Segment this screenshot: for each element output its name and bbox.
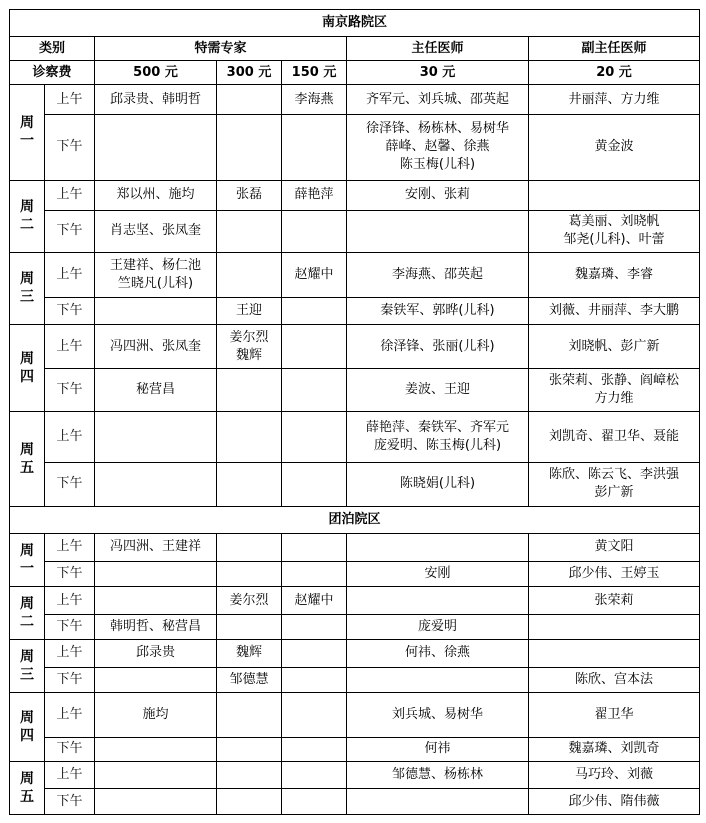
deputy-chief-cell [529,561,700,587]
deputy-chief-physician-header: 副主任医师 [529,36,700,61]
weekday-char: 周 [20,199,34,216]
special-150-cell [282,667,347,693]
doctor-names: 秘营昌 [135,382,175,398]
fee-value: 150 元 [282,61,347,85]
section-title: 南京路院区 [10,10,700,37]
special-300-cell [217,210,282,252]
doctor-names: 冯四洲、王建祥 [109,539,201,555]
doctor-names: 邹尧(儿科)、叶蕾 [563,232,665,248]
doctor-names: 冯四洲、张凤奎 [109,338,201,354]
chief-cell [347,789,529,815]
deputy-chief-cell [529,667,700,693]
weekday-char: 周 [20,710,34,727]
chief-physician-header: 主任医师 [347,36,529,61]
deputy-chief-cell [529,639,700,667]
doctor-names: 安刚 [424,565,451,581]
special-300-cell [217,639,282,667]
doctor-names: 郑以州、施均 [116,187,195,203]
doctor-names: 陈玉梅(儿科) [399,157,476,173]
fee-value: 300 元 [217,61,282,85]
fee-value: 30 元 [347,61,529,85]
doctor-names: 秦铁军、郭晔(儿科) [380,303,495,319]
special-300-cell [217,114,282,180]
doctor-names: 翟卫华 [594,706,634,722]
doctor-names: 齐军元、刘兵城、邵英起 [365,91,509,107]
special-150-cell [282,789,347,815]
deputy-chief-cell [529,587,700,615]
period-label: 下午 [45,615,95,640]
deputy-chief-cell [529,737,700,762]
deputy-chief-cell [529,180,700,210]
doctor-names: 庞爱明、陈玉梅(儿科) [373,438,502,454]
weekday-label [10,412,45,507]
weekday-char: 周 [20,351,34,368]
period-label: 下午 [45,369,95,412]
special-150-cell [282,85,347,115]
special-500-cell [95,85,217,115]
weekday-char: 四 [20,369,34,386]
deputy-chief-cell [529,369,700,412]
special-500-cell [95,615,217,640]
clinic-schedule-table [9,9,700,815]
special-300-cell [217,462,282,506]
chief-cell [347,298,529,325]
special-500-cell [95,324,217,368]
chief-cell [347,587,529,615]
special-300-cell [217,667,282,693]
special-300-cell [217,693,282,737]
period-label: 下午 [45,114,95,180]
chief-cell [347,561,529,587]
chief-cell [347,369,529,412]
doctor-names: 张磊 [235,187,262,203]
chief-cell [347,180,529,210]
special-300-cell [217,324,282,368]
doctor-names: 刘兵城、易树华 [391,706,483,722]
doctor-names: 徐泽锋、张丽(儿科) [380,338,495,354]
period-label: 上午 [45,180,95,210]
period-label: 下午 [45,737,95,762]
doctor-names: 魏嘉璘、李睿 [575,267,654,283]
doctor-names: 陈晓娟(儿科) [399,476,476,492]
period-label: 下午 [45,789,95,815]
weekday-char: 周 [20,115,34,132]
category-header: 类别 [10,36,95,61]
chief-cell [347,762,529,789]
period-label: 上午 [45,324,95,368]
weekday-char: 一 [20,133,34,150]
period-label: 上午 [45,533,95,561]
doctor-names: 陈欣、陈云飞、李洪强 [549,467,680,483]
period-label: 下午 [45,462,95,506]
special-300-cell [217,737,282,762]
doctor-names: 邱少伟、隋伟薇 [568,793,660,809]
period-label: 上午 [45,693,95,737]
doctor-names: 姜尔烈 [229,592,269,608]
doctor-names: 赵耀中 [294,592,334,608]
doctor-names: 竺晓凡(儿科) [117,276,194,292]
doctor-names: 张荣莉、张静、阎嶂松 [549,373,680,389]
weekday-label [10,587,45,639]
doctor-names: 魏嘉璘、刘凯奇 [568,741,660,757]
weekday-label [10,639,45,693]
period-label: 上午 [45,587,95,615]
weekday-label [10,693,45,762]
special-300-cell [217,252,282,297]
special-500-cell [95,639,217,667]
doctor-names: 陈欣、宫本法 [575,671,654,687]
deputy-chief-cell [529,762,700,789]
doctor-names: 何祎 [424,741,451,757]
weekday-char: 二 [20,614,34,631]
doctor-names: 葛美丽、刘晓帆 [568,214,660,230]
weekday-label [10,180,45,252]
doctor-names: 魏辉 [235,347,262,363]
special-150-cell [282,210,347,252]
deputy-chief-cell [529,412,700,462]
chief-cell [347,114,529,180]
special-500-cell [95,533,217,561]
weekday-char: 周 [20,771,34,788]
special-500-cell [95,180,217,210]
doctor-names: 邹德慧、杨栋林 [391,767,483,783]
weekday-char: 三 [20,667,34,684]
weekday-char: 五 [20,789,34,806]
doctor-names: 安刚、张莉 [404,187,470,203]
section-title: 团泊院区 [10,507,700,534]
special-150-cell [282,412,347,462]
doctor-names: 方力维 [594,391,634,407]
doctor-names: 邱录贵、韩明哲 [109,91,201,107]
special-150-cell [282,369,347,412]
doctor-names: 何祎、徐燕 [404,645,470,661]
special-150-cell [282,462,347,506]
special-300-cell [217,533,282,561]
special-500-cell [95,369,217,412]
special-500-cell [95,561,217,587]
doctor-names: 彭广新 [594,485,634,501]
special-150-cell [282,737,347,762]
doctor-names: 李海燕 [294,91,334,107]
doctor-names: 张荣莉 [594,592,634,608]
doctor-names: 黄文阳 [594,539,634,555]
deputy-chief-cell [529,252,700,297]
doctor-names: 徐泽锋、杨栋林、易树华 [365,121,509,137]
period-label: 上午 [45,85,95,115]
deputy-chief-cell [529,462,700,506]
deputy-chief-cell [529,85,700,115]
doctor-names: 姜尔烈 [229,329,269,345]
special-300-cell [217,789,282,815]
doctor-names: 邹德慧 [229,671,269,687]
weekday-label [10,85,45,181]
chief-cell [347,533,529,561]
deputy-chief-cell [529,615,700,640]
chief-cell [347,210,529,252]
doctor-names: 薛峰、赵馨、徐燕 [385,139,490,155]
deputy-chief-cell [529,533,700,561]
period-label: 上午 [45,252,95,297]
doctor-names: 王迎 [235,303,262,319]
doctor-names: 刘凯奇、翟卫华、聂能 [549,429,680,445]
period-label: 下午 [45,667,95,693]
deputy-chief-cell [529,789,700,815]
special-300-cell [217,615,282,640]
weekday-char: 周 [20,442,34,459]
doctor-names: 刘晓帆、彭广新 [568,338,660,354]
doctor-names: 邱少伟、王婷玉 [568,565,660,581]
doctor-names: 黄金波 [594,139,634,155]
chief-cell [347,85,529,115]
doctor-names: 韩明哲、秘营昌 [109,618,201,634]
weekday-label [10,324,45,411]
chief-cell [347,615,529,640]
weekday-char: 周 [20,596,34,613]
weekday-char: 一 [20,561,34,578]
period-label: 下午 [45,561,95,587]
special-500-cell [95,737,217,762]
deputy-chief-cell [529,114,700,180]
doctor-names: 薛艳萍 [294,187,334,203]
weekday-char: 周 [20,649,34,666]
special-expert-header: 特需专家 [95,36,347,61]
special-500-cell [95,693,217,737]
special-150-cell [282,298,347,325]
special-500-cell [95,114,217,180]
fee-value: 500 元 [95,61,217,85]
doctor-names: 肖志坚、张凤奎 [109,223,201,239]
doctor-names: 井丽萍、方力维 [568,91,660,107]
special-150-cell [282,252,347,297]
period-label: 上午 [45,412,95,462]
chief-cell [347,462,529,506]
doctor-names: 马巧玲、刘薇 [575,767,654,783]
period-label: 下午 [45,298,95,325]
doctor-names: 赵耀中 [294,267,334,283]
weekday-char: 三 [20,289,34,306]
special-500-cell [95,762,217,789]
special-500-cell [95,210,217,252]
doctor-names: 李海燕、邵英起 [391,267,483,283]
doctor-names: 施均 [142,706,169,722]
deputy-chief-cell [529,324,700,368]
special-150-cell [282,533,347,561]
special-150-cell [282,587,347,615]
special-150-cell [282,615,347,640]
special-500-cell [95,252,217,297]
doctor-names: 姜波、王迎 [404,382,470,398]
special-300-cell [217,298,282,325]
chief-cell [347,324,529,368]
chief-cell [347,737,529,762]
period-label: 上午 [45,639,95,667]
special-500-cell [95,412,217,462]
weekday-label [10,252,45,324]
weekday-char: 周 [20,543,34,560]
doctor-names: 邱录贵 [135,645,175,661]
doctor-names: 薛艳萍、秦铁军、齐军元 [365,420,509,436]
doctor-names: 庞爱明 [417,618,457,634]
special-150-cell [282,561,347,587]
special-150-cell [282,324,347,368]
chief-cell [347,639,529,667]
weekday-label [10,533,45,587]
special-150-cell [282,693,347,737]
weekday-char: 二 [20,217,34,234]
weekday-char: 周 [20,271,34,288]
special-300-cell [217,412,282,462]
special-150-cell [282,114,347,180]
doctor-names: 刘薇、井丽萍、李大鹏 [549,303,680,319]
weekday-label [10,762,45,815]
chief-cell [347,412,529,462]
weekday-char: 四 [20,728,34,745]
special-500-cell [95,587,217,615]
special-300-cell [217,180,282,210]
special-500-cell [95,462,217,506]
deputy-chief-cell [529,298,700,325]
special-300-cell [217,587,282,615]
special-500-cell [95,298,217,325]
weekday-char: 五 [20,460,34,477]
chief-cell [347,667,529,693]
special-300-cell [217,561,282,587]
special-150-cell [282,639,347,667]
special-300-cell [217,369,282,412]
deputy-chief-cell [529,693,700,737]
chief-cell [347,693,529,737]
special-300-cell [217,85,282,115]
special-500-cell [95,789,217,815]
special-300-cell [217,762,282,789]
fee-value: 20 元 [529,61,700,85]
consultation-fee-label: 诊察费 [10,61,95,85]
doctor-names: 王建祥、杨仁池 [109,258,201,274]
period-label: 上午 [45,762,95,789]
deputy-chief-cell [529,210,700,252]
doctor-names: 魏辉 [235,645,262,661]
special-150-cell [282,180,347,210]
special-500-cell [95,667,217,693]
period-label: 下午 [45,210,95,252]
special-150-cell [282,762,347,789]
chief-cell [347,252,529,297]
